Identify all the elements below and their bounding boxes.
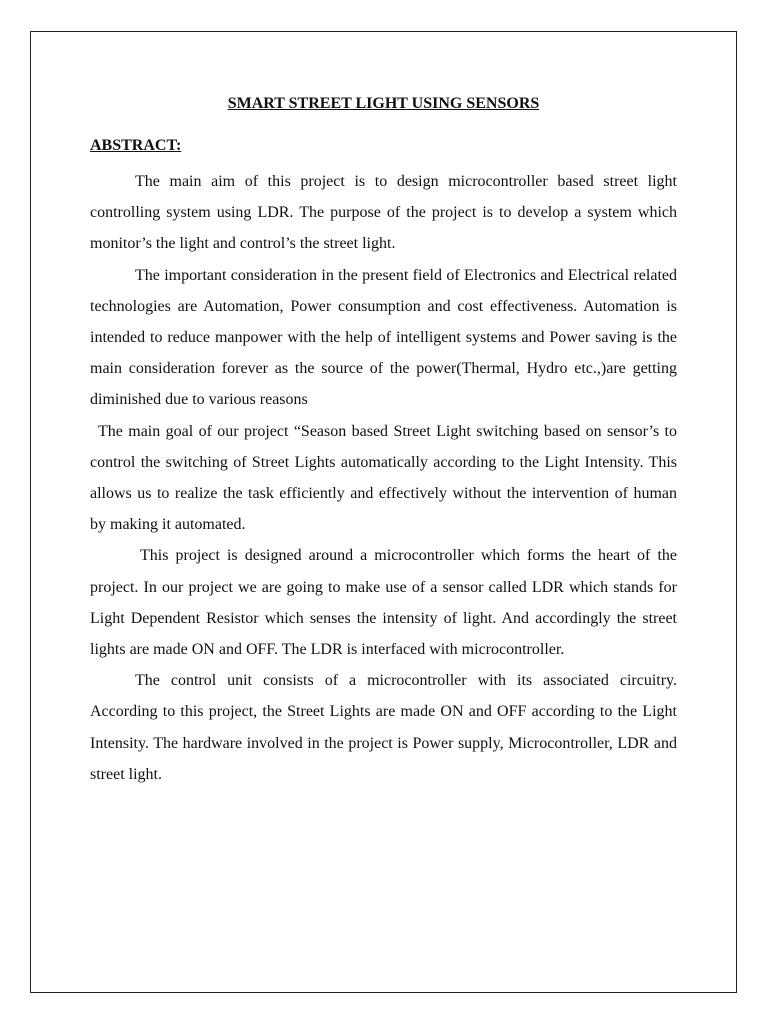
paragraph-aim: The main aim of this project is to design microcontroller based street light controlling system using LDR. The purpose of the project is to develop a system which monitor’s the light and control’s the street light. — [90, 173, 677, 253]
abstract-heading: ABSTRACT: — [90, 137, 182, 154]
paragraph-consideration: The important consideration in the present field of Electronics and Electrical related technologies are Automation, Power consumption and cost effectiveness. Automation is intended to reduce manpower with the help of intelligent systems and Power saving is the main consideration forever as the source of the power(Thermal, Hydro etc.,)are getting diminished due to various reasons — [90, 266, 677, 409]
document-title: SMART STREET LIGHT USING SENSORS — [227, 95, 540, 112]
document-body — [90, 92, 677, 790]
paragraph-control-unit: The control unit consists of a microcontroller with its associated circuitry. According to this project, the Street Lights are made ON and OFF according to the Light Intensity. The hardware involved in the project is Power supply, Microcontroller, LDR and street light. — [90, 672, 677, 783]
paragraph-goal: The main goal of our project “Season based Street Light switching based on sensor’s to control the switching of Street Lights automatically according to the Light Intensity. This allows us to realize the task efficiently and effectively without the intervention of human by making it automated. — [90, 422, 677, 534]
paragraph-design: This project is designed around a microcontroller which forms the heart of the project. In our project we are going to make use of a sensor called LDR which stands for Light Dependent Resistor which senses the intensity of light. And accordingly the street lights are made ON and OFF. The LDR is interfaced with microcontroller. — [90, 547, 677, 659]
